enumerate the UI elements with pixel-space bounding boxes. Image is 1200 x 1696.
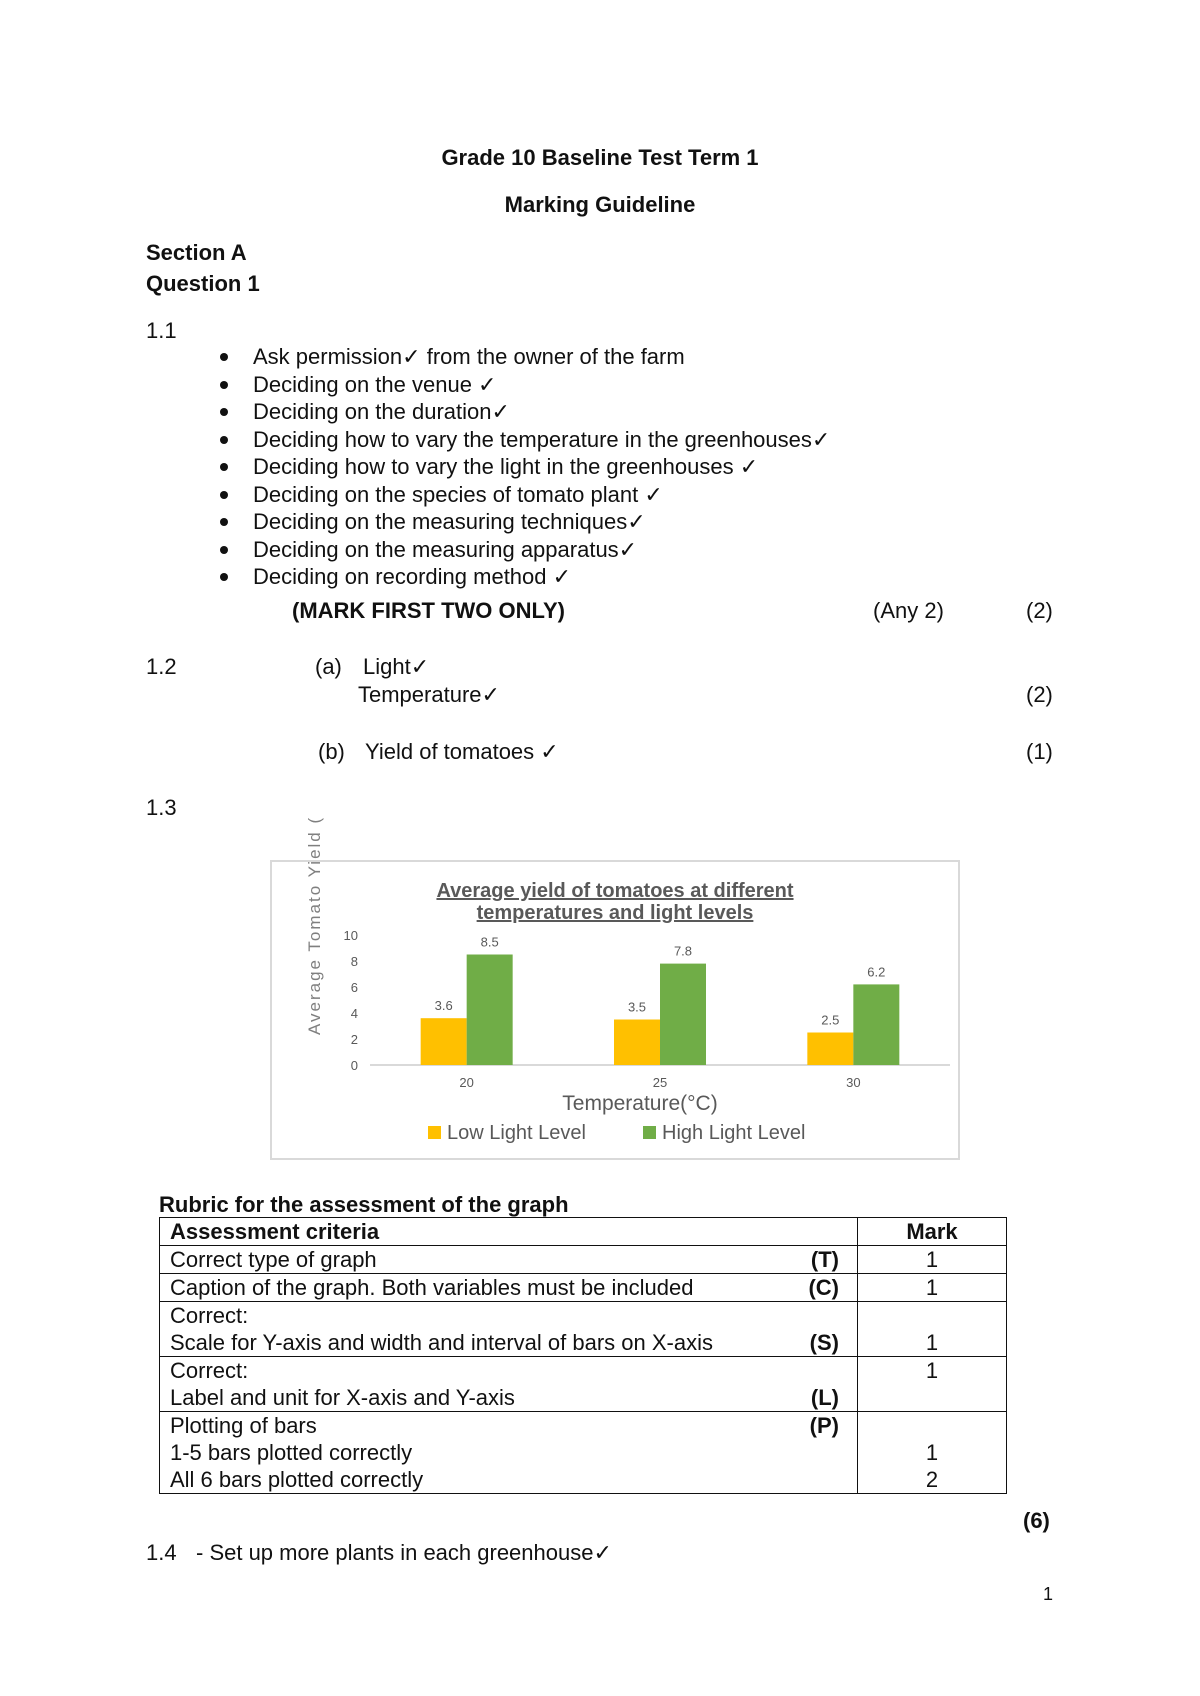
question-1-2-number: 1.2 xyxy=(146,654,177,679)
list-item: Deciding on the duration✓ xyxy=(218,398,830,426)
criteria-code: (T) xyxy=(810,1247,839,1272)
data-label: 8.5 xyxy=(480,934,499,950)
chart-title: Average yield of tomatoes at different temperatures and light levels xyxy=(436,880,794,924)
mark-cell xyxy=(858,1302,1007,1357)
part-b-label: (b) xyxy=(318,739,345,764)
mark-value: 1 xyxy=(925,1330,939,1355)
table-row xyxy=(160,1274,1007,1302)
mark-value: 1 xyxy=(925,1440,939,1465)
criteria-line: All 6 bars plotted correctly xyxy=(170,1467,424,1492)
question-1-3-number: 1.3 xyxy=(146,795,177,820)
criteria-line: Correct: xyxy=(170,1358,249,1383)
criteria-code: (C) xyxy=(808,1275,839,1300)
x-tick-label: 25 xyxy=(652,1075,668,1090)
legend-label: High Light Level xyxy=(662,1122,806,1144)
criteria-cell xyxy=(160,1274,858,1302)
list-item: Deciding on the venue ✓ xyxy=(218,371,830,399)
criteria-cell xyxy=(160,1357,858,1412)
y-tick-label: 6 xyxy=(350,980,358,995)
criteria-line: Plotting of bars (P) xyxy=(170,1413,839,1438)
bar xyxy=(853,984,899,1065)
header-criteria: Assessment criteria xyxy=(160,1218,858,1246)
criteria-cell xyxy=(160,1412,858,1494)
document-title: Grade 10 Baseline Test Term 1 xyxy=(441,145,759,170)
part-a-label: (a) xyxy=(315,654,342,679)
criteria-code: (L) xyxy=(810,1385,839,1410)
mark-value: 1 xyxy=(925,1247,939,1272)
page-number: 1 xyxy=(1043,1584,1054,1604)
table-row xyxy=(160,1357,1007,1412)
legend-swatch xyxy=(643,1126,656,1139)
bar xyxy=(660,964,706,1065)
mark-value: 1 xyxy=(925,1275,939,1300)
data-label: 6.2 xyxy=(867,964,886,980)
mark-cell xyxy=(858,1412,1007,1494)
list-item: Deciding on the measuring apparatus✓ xyxy=(218,536,830,564)
bar xyxy=(421,1018,467,1065)
criteria-line: Scale for Y-axis and width and interval of bars on X-axis (S) xyxy=(170,1330,839,1355)
part-b-answer: Yield of tomatoes ✓ xyxy=(365,739,559,764)
criteria-line: Correct: xyxy=(170,1303,249,1328)
rubric-title: Rubric for the assessment of the graph xyxy=(159,1192,569,1217)
mark-value: 1 xyxy=(925,1358,939,1383)
criteria-line: Caption of the graph. Both variables must be included (C) xyxy=(170,1275,839,1300)
data-label: 7.8 xyxy=(673,943,693,959)
part-b-marks: (1) xyxy=(1026,739,1053,764)
mark-value: 2 xyxy=(925,1467,939,1492)
y-tick-label: 8 xyxy=(350,954,358,969)
mark-cell xyxy=(858,1357,1007,1412)
header-mark: Mark xyxy=(858,1218,1007,1246)
criteria-line: 1-5 bars plotted correctly xyxy=(170,1440,413,1465)
list-item: Deciding on the measuring techniques✓ xyxy=(218,508,830,536)
any-two-note: (Any 2) xyxy=(873,598,944,623)
question-1-4-number: 1.4 xyxy=(146,1540,177,1565)
mark-cell xyxy=(858,1274,1007,1302)
y-tick-label: 2 xyxy=(350,1032,358,1047)
legend-swatch xyxy=(428,1126,441,1139)
document-subtitle: Marking Guideline xyxy=(504,192,696,217)
list-item: Deciding on the species of tomato plant ✓ xyxy=(218,481,830,509)
criteria-line: Label and unit for X-axis and Y-axis (L) xyxy=(170,1385,839,1410)
rubric-table xyxy=(159,1217,1007,1494)
list-item: Deciding on recording method ✓ xyxy=(218,563,830,591)
list-item: Deciding how to vary the temperature in the greenhouses✓ xyxy=(218,426,830,454)
y-axis-label: Average Tomato Yield ( xyxy=(305,815,324,1035)
x-tick-label: 20 xyxy=(459,1075,474,1090)
part-a-answer-light: Light✓ xyxy=(363,654,430,679)
list-item: Ask permission✓ from the owner of the farm xyxy=(218,343,830,371)
y-tick-label: 0 xyxy=(350,1058,358,1073)
mark-first-two-note: (MARK FIRST TWO ONLY) xyxy=(292,598,565,623)
question-heading: Question 1 xyxy=(146,271,260,296)
question-1-1-marks: (2) xyxy=(1026,598,1053,623)
data-label: 2.5 xyxy=(821,1012,840,1028)
legend-label: Low Light Level xyxy=(447,1122,586,1144)
data-label: 3.6 xyxy=(434,998,453,1014)
x-tick-label: 30 xyxy=(846,1075,861,1090)
question-1-4-answer: - Set up more plants in each greenhouse✓ xyxy=(196,1540,612,1565)
table-header-row xyxy=(160,1218,1007,1246)
table-row xyxy=(160,1412,1007,1494)
table-row xyxy=(160,1246,1007,1274)
bar xyxy=(614,1020,660,1066)
criteria-code: (P) xyxy=(809,1413,839,1438)
y-tick-label: 10 xyxy=(343,928,358,943)
rubric-total: (6) xyxy=(1023,1508,1050,1533)
criteria-cell xyxy=(160,1302,858,1357)
part-a-answer-temperature: Temperature✓ xyxy=(358,682,500,707)
section-heading: Section A xyxy=(146,240,247,265)
bar xyxy=(807,1033,853,1066)
list-item: Deciding how to vary the light in the greenhouses ✓ xyxy=(218,453,830,481)
data-label: 3.5 xyxy=(627,999,647,1015)
part-a-marks: (2) xyxy=(1026,682,1053,707)
criteria-cell xyxy=(160,1246,858,1274)
x-axis-label: Temperature(°C) xyxy=(562,1092,718,1115)
bar xyxy=(467,955,513,1066)
y-tick-label: 4 xyxy=(350,1006,358,1021)
criteria-line: Correct type of graph (T) xyxy=(170,1247,839,1272)
criteria-code: (S) xyxy=(809,1330,839,1355)
mark-cell xyxy=(858,1246,1007,1274)
table-row xyxy=(160,1302,1007,1357)
question-1-1-number: 1.1 xyxy=(146,318,177,343)
